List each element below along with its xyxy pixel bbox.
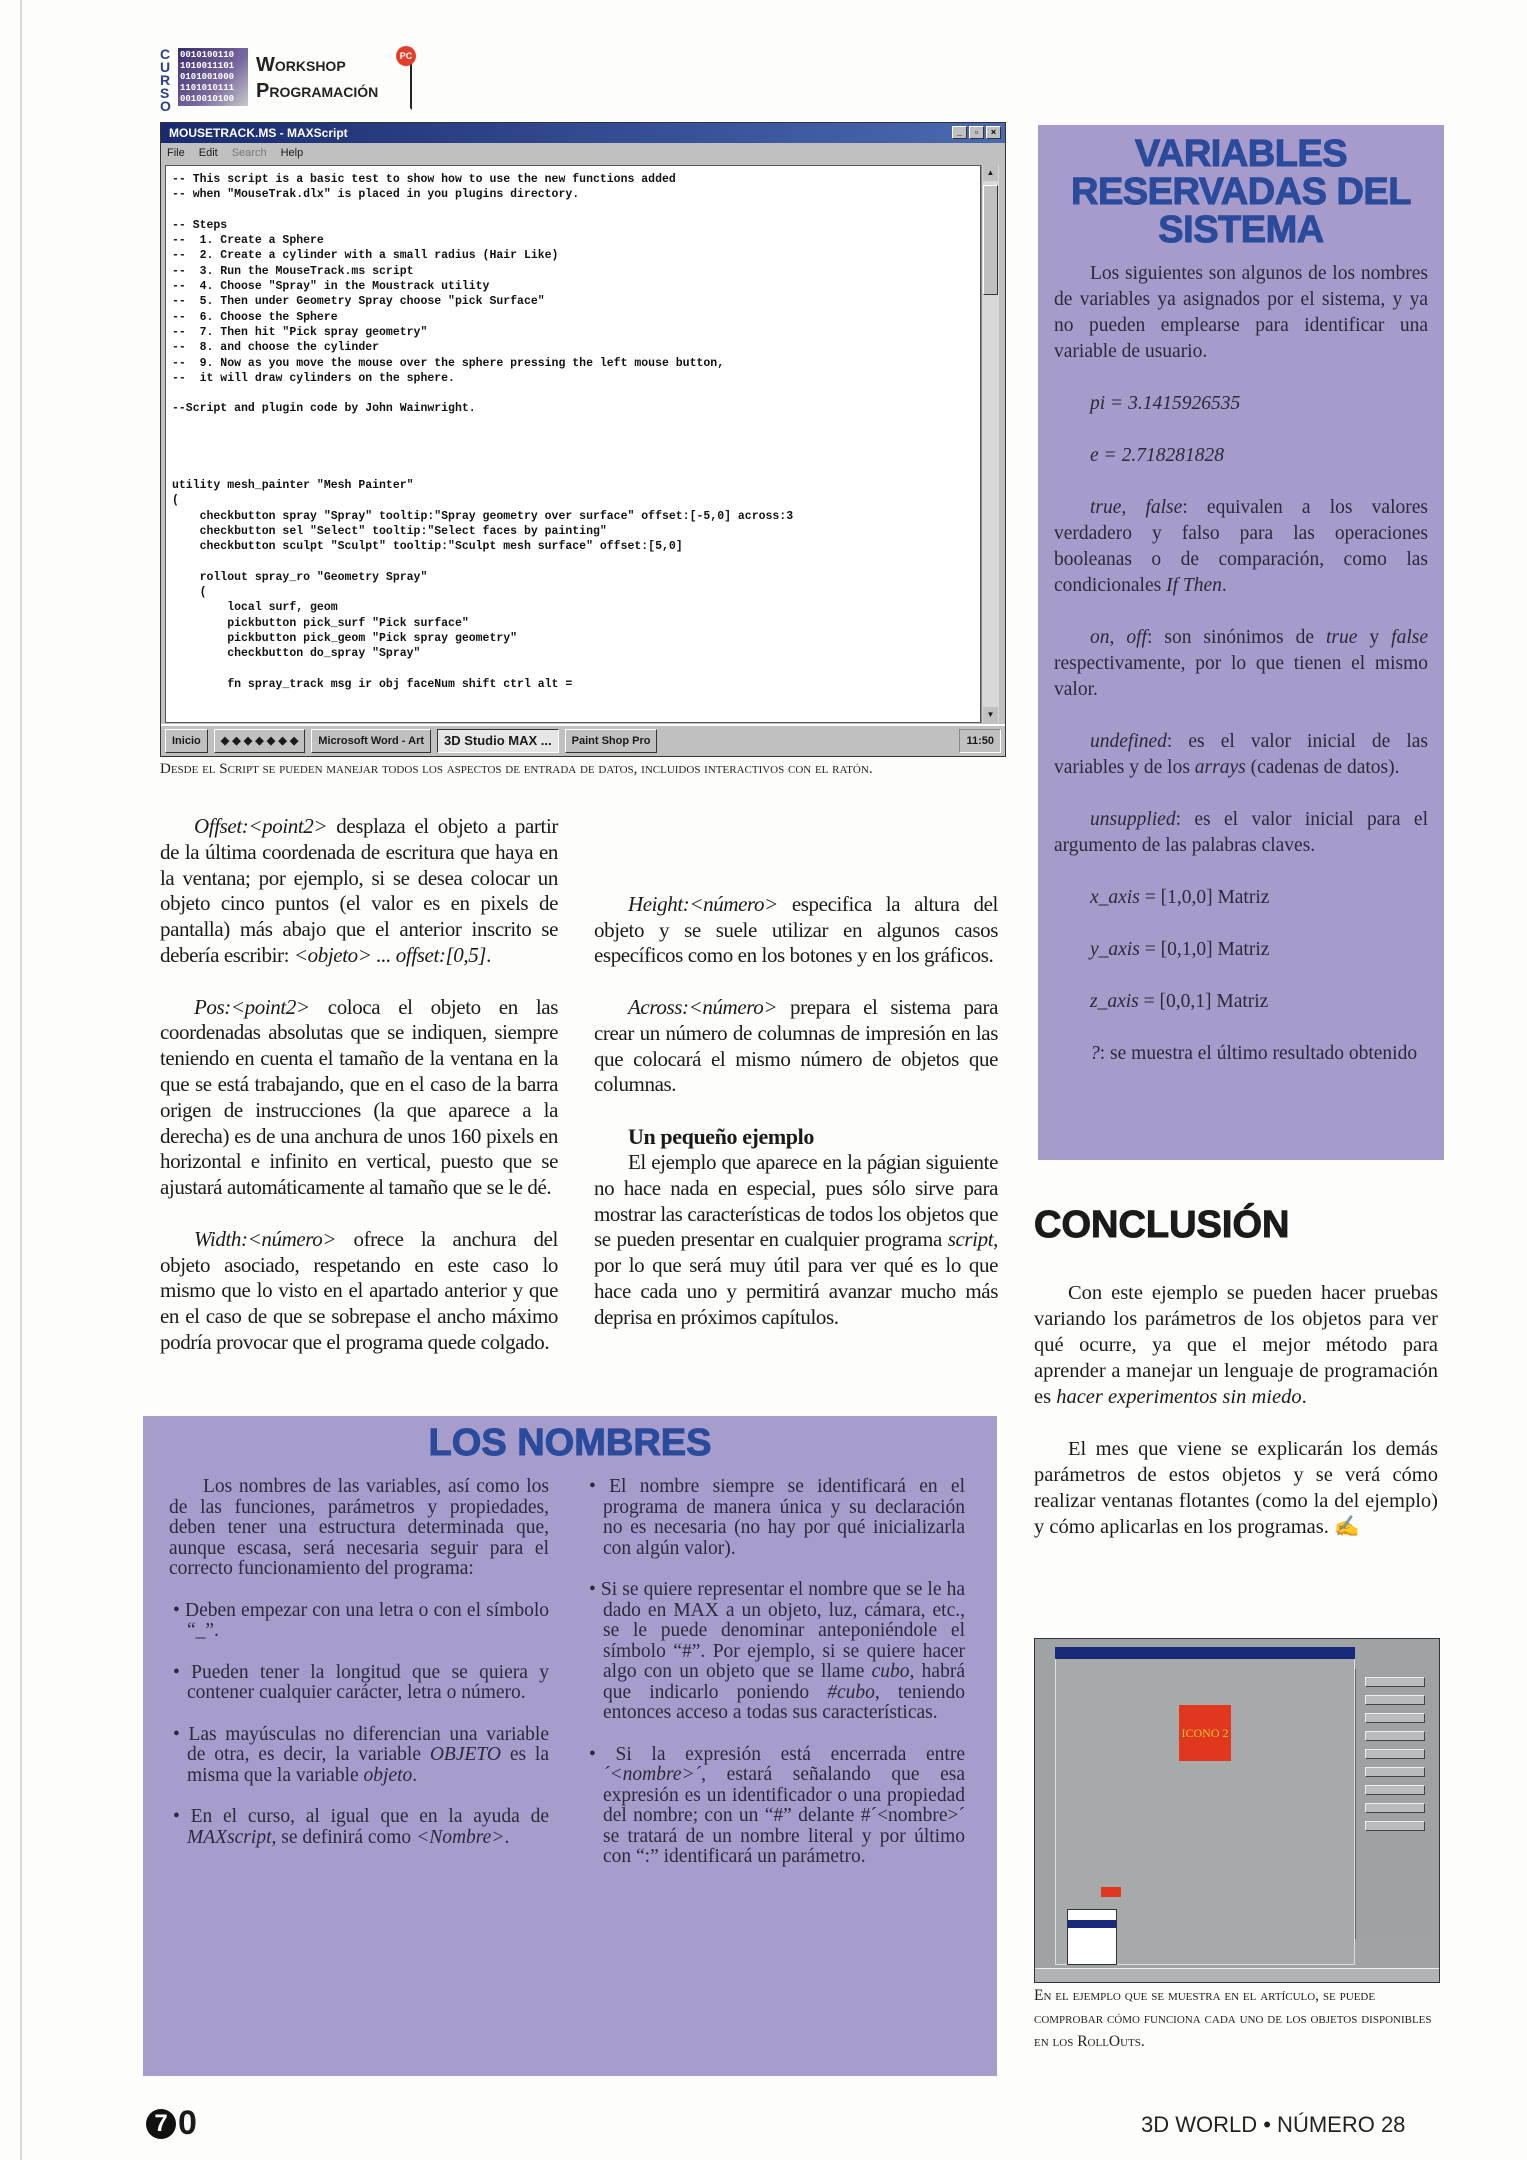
chip-image: 0010100110 1010011101 0101001000 1101010111 0010010100	[178, 48, 248, 106]
text: OBJETO	[429, 1744, 501, 1765]
curso-label: CURSO	[160, 46, 171, 114]
text: hacer experimentos sin miedo	[1056, 1386, 1302, 1408]
minimize-icon[interactable]: _	[952, 126, 967, 139]
text: #cubo	[827, 1681, 875, 1703]
los-nombres-box	[143, 1416, 997, 2076]
text: Con este ejemplo se pueden hacer pruebas variando los parámetros de los objetos para ver qué ocurre, ya que el mejor método para aprender a manejar un lenguaje de programación es	[1034, 1282, 1438, 1408]
example-caption: En el ejemplo que se muestra en el artículo, se puede comprobar cómo funciona cada uno de los objetos disponibles en los RollOuts.	[1034, 1987, 1432, 2050]
window-title: MOUSETRACK.MS - MAXScript	[169, 126, 348, 140]
text: .	[412, 1764, 418, 1786]
nombres-bullet: • Deben empezar con una letra o con el símbolo “_”.	[173, 1599, 549, 1641]
logo-workshop: Workshop	[256, 54, 346, 76]
nombres-bullet: • El nombre siempre se identificará en el programa de manera única y su declaración no es necesaria (no hay por qué inicializarla con algún valor).	[589, 1476, 965, 1559]
body-column-left	[160, 814, 558, 1356]
text: false	[1391, 627, 1429, 648]
z-axis-definition	[1054, 989, 1428, 1015]
var-value: = [1,0,0] Matriz	[1139, 887, 1270, 908]
nombres-bullet	[169, 1807, 549, 1848]
text: MAXscript	[187, 1826, 272, 1848]
section-logo	[160, 46, 416, 112]
sidebar-title: VARIABLES RESERVADAS DEL SISTEMA	[1071, 133, 1411, 251]
var-name: z_axis	[1090, 991, 1139, 1012]
pi-definition	[1054, 391, 1428, 417]
nombres-column-left	[169, 1477, 549, 1889]
unsupplied-definition	[1054, 807, 1428, 859]
var-name: on, off	[1090, 627, 1147, 648]
menu-bar	[161, 143, 1005, 163]
text: If Then	[1166, 575, 1222, 596]
text: .	[486, 942, 491, 967]
var-value: = [0,1,0] Matriz	[1139, 939, 1270, 960]
conclusion-text	[1034, 1280, 1438, 1566]
question-definition	[1054, 1041, 1428, 1067]
var-name: y_axis	[1090, 939, 1140, 960]
text: , se definirá como	[271, 1826, 417, 1848]
conclusion-paragraph-1: Con este ejemplo se pueden hacer pruebas variando los parámetros de los objetos para ver qué ocurre, ya que el mejor método para aprender a manejar un lenguaje de programación es hacer experimentos sin miedo.	[1034, 1282, 1438, 1408]
scroll-thumb[interactable]	[983, 185, 998, 295]
code-editor[interactable]: -- This script is a basic test to show how to use the new functions added -- when "MouseTrak.dlx" is placed in you plugins directory. -- Steps -- 1. Create a Sphere -- 2. Create a cylinder with a small radius (Hair Like) -- 3. Run the MouseTrack.ms script -- 4. Choose "Spray" in the Moustrack utility -- 5. Then under Geometry Spray choose "pick Surface" -- 6. Choose the Sphere -- 7. Then hit "Pick spray geometry" -- 8. and choose the cylinder -- 9. Now as you move the mouse over the sphere pressing the left mouse button, -- it will draw cylinders on the sphere. --Script and plugin code by John Wainwright. utility mesh_painter "Mesh Painter" ( checkbutton spray "Spray" tooltip:"Spray geometry over surface" offset:[-5,0] across:3 checkbutton sel "Select" tooltip:"Select faces by painting" checkbutton sculpt "Sculpt" tooltip:"Sculpt mesh surface" offset:[5,0] rollout spray_ro "Geometry Spray" ( local surf, geom pickbutton pick_surf "Pick surface" pickbutton pick_geom "Pick spray geometry" checkbutton do_spray "Spray" fn spray_track msg ir obj faceNum shift ctrl alt =	[165, 165, 981, 723]
var-name: ?	[1090, 1043, 1100, 1064]
pos-paragraph	[160, 995, 558, 1201]
text: El mes que viene se explicarán los demás parámetros de estos objetos y se verá cómo realizar ventanas flotantes (como la del ejemplo) y cómo aplicarlas en los programas.	[1034, 1437, 1438, 1538]
scrollbar[interactable]	[981, 165, 999, 723]
text: , teniendo entonces acceso a todas sus características.	[603, 1681, 965, 1723]
text: especifica la altura del objeto y se suele utilizar en algunos casos específicos como en los botones y en los gráficos.	[594, 891, 998, 968]
ejemplo-paragraph	[594, 1150, 998, 1331]
text: prepara el sistema para crear un número de columnas de impresión en las que colocará el mismo número de objetos que columnas.	[594, 994, 998, 1097]
var-name: unsupplied	[1090, 809, 1176, 830]
text: , por lo que será muy útil para ver qué es lo que hace cada uno y permitirá avanzar mucho más deprisa en próximos capítulos.	[594, 1227, 998, 1329]
var-name: undefined	[1090, 731, 1167, 752]
nombres-bullet	[585, 1745, 965, 1868]
text: desplaza el objeto a partir de la última coordenada de escritura que haya en la ventana; por ejemplo, si se desea colocar un objeto cinco puntos (el valor es en pixels de pantalla) más abajo que el anterior inscrito se debería escribir:	[160, 814, 558, 967]
text: • Si la expresión está encerrada entre	[589, 1743, 965, 1765]
scroll-up-icon[interactable]: ▲	[983, 165, 998, 181]
system-tray-clock: 11:50	[959, 729, 1001, 753]
text: : equivalen a los valores verdadero y falso para las operaciones booleanas o de comparación, como las condicionales	[1054, 497, 1428, 596]
text: script	[947, 1227, 994, 1252]
window-titlebar	[161, 123, 1005, 143]
var-name: pi	[1090, 393, 1106, 414]
var-name: e	[1090, 445, 1099, 466]
width-paragraph	[160, 1227, 558, 1356]
nombres-intro: Los nombres de las variables, así como los de las funciones, parámetros y propiedades, deben tener una estructura determinada que, aunque escasa, será necesaria seguir para el correcto funcionamiento del programa:	[169, 1476, 549, 1579]
onoff-definition	[1054, 625, 1428, 703]
task-word[interactable]: Microsoft Word - Art	[311, 729, 431, 753]
text: , estará señalando que esa expresión es un identificador o una propiedad del nombre; con un “#” delante #´<nombre>´ se tratará de un nombre literal y por último con “:” identificará un parámetro.	[603, 1764, 965, 1867]
color-swatch	[1101, 1887, 1121, 1897]
ejemplo-heading: Un pequeño ejemplo	[628, 1123, 814, 1149]
nombres-column-right	[585, 1477, 965, 1889]
scroll-down-icon[interactable]: ▼	[983, 707, 998, 723]
text: coloca el objeto en las coordenadas absolutas que se indiquen, siempre teniendo en cuenta el tamaño de la ventana en la que se está trabajando, que en el caso de la barra origen de instrucciones (la que aparece a la derecha) es de una anchura de unos 160 pixels en horizontal e infinito en vertical, puesto que se ajustará automáticamente al tamaño que se le dé.	[160, 994, 558, 1200]
text: <Nombre>	[416, 1826, 505, 1848]
nombres-title: LOS NOMBRES	[428, 1422, 712, 1464]
menu-file[interactable]: File	[167, 147, 185, 159]
taskbar	[161, 724, 1005, 756]
code-example: <objeto> ... offset:[0,5]	[293, 942, 487, 967]
var-value: = [0,0,1] Matriz	[1138, 991, 1269, 1012]
close-icon[interactable]: ×	[986, 126, 1001, 139]
text: .	[1221, 575, 1227, 596]
text: : es el valor inicial para el argumento de las palabras claves.	[1054, 809, 1428, 856]
command-panel	[1355, 1669, 1433, 1939]
sidebar-intro: Los siguientes son algunos de los nombres de variables ya asignados por el sistema, y ya no pueden emplearse para identificar una variable de usuario.	[1054, 263, 1428, 362]
rollout-titlebar	[1055, 1647, 1355, 1659]
term: Height:<número>	[628, 891, 778, 916]
page-number	[146, 2104, 197, 2143]
height-paragraph	[594, 892, 998, 969]
magazine-issue: 3D WORLD • NÚMERO 28	[1141, 2112, 1406, 2137]
task-paintshop[interactable]: Paint Shop Pro	[565, 729, 658, 753]
text: : se muestra el último resultado obtenido	[1099, 1043, 1418, 1064]
text: arrays	[1194, 757, 1246, 778]
start-button[interactable]: Inicio	[165, 729, 208, 753]
screenshot-caption: Desde el Script se pueden manejar todos los aspectos de entrada de datos, incluidos interactivos con el ratón.	[160, 761, 873, 777]
page-number-digit: 7	[146, 2109, 176, 2139]
text: , habrá que indicarlo poniendo	[603, 1661, 965, 1703]
pc-badge: PC	[396, 46, 416, 66]
sidebar-variables-reservadas	[1038, 125, 1444, 1160]
text: : es el valor inicial de las variables y de los	[1054, 731, 1428, 778]
page-number-rest: 0	[178, 2104, 197, 2142]
y-axis-definition	[1054, 937, 1428, 963]
width-continued-spacer	[594, 814, 998, 866]
menu-help[interactable]: Help	[280, 147, 304, 159]
text: ofrece la anchura del objeto asociado, respetando en este caso lo mismo que lo visto en el apartado anterior y que en el caso de que se sobrepase el ancho máximo podría provocar que el programa quede colgado.	[160, 1226, 558, 1354]
text: El ejemplo que aparece en la págian siguiente no hace nada en especial, pues sólo sirve para mostrar las características de todos los objetos que se pueden presentar en cualquier programa	[594, 1149, 998, 1252]
text: : son sinónimos de	[1146, 627, 1327, 648]
text: • Si se quiere representar el nombre que se le ha dado en MAX a un objeto, luz, cámara, etc., se le puede denominar anteponiéndole el símbolo “#”. Por ejemplo, si se quiere hacer algo con un objeto que se llame	[589, 1579, 965, 1682]
menu-search[interactable]: Search	[231, 147, 267, 159]
text: objeto	[363, 1764, 413, 1786]
nombres-bullet: • Pueden tener la longitud que se quiera y contener cualquier carácter, letra o número.	[173, 1661, 549, 1703]
across-paragraph	[594, 995, 998, 1098]
menu-edit[interactable]: Edit	[198, 147, 218, 159]
logo-programacion: Programación	[256, 80, 379, 102]
x-axis-definition	[1054, 885, 1428, 911]
offset-paragraph	[160, 814, 558, 969]
body-column-middle	[594, 814, 998, 1356]
maximize-icon[interactable]: ▫	[969, 126, 984, 139]
icono-bitmap: ICONO 2	[1179, 1705, 1231, 1761]
var-name: true, false	[1090, 497, 1183, 518]
taskbar-small	[1035, 1968, 1439, 1982]
page-edge	[20, 0, 22, 2160]
text: true	[1326, 627, 1358, 648]
undefined-definition	[1054, 729, 1428, 781]
text: es la misma que la variable	[187, 1744, 549, 1786]
task-3dsmax[interactable]: 3D Studio MAX ...	[437, 729, 559, 753]
text: • En el curso, al igual que en la ayuda de	[173, 1806, 549, 1827]
truefalse-definition	[1054, 495, 1428, 599]
text: (cadenas de datos).	[1245, 757, 1400, 778]
nombres-bullet	[585, 1580, 965, 1724]
term: Offset:<point2>	[194, 814, 328, 838]
term: Width:<número>	[194, 1226, 337, 1251]
nombres-bullet	[169, 1725, 549, 1787]
var-name: x_axis	[1090, 887, 1140, 908]
text: • Las mayúsculas no diferencian una variable de otra, es decir, la variable	[173, 1723, 549, 1765]
e-definition	[1054, 443, 1428, 469]
text: cubo	[871, 1661, 910, 1682]
conclusion-heading: CONCLUSIÓN	[1034, 1204, 1290, 1246]
term: Across:<número>	[628, 994, 778, 1019]
text: ´<nombre>´	[603, 1764, 702, 1785]
conclusion-paragraph-2	[1034, 1436, 1438, 1540]
term: Pos:<point2>	[194, 994, 310, 1019]
text: y	[1357, 627, 1392, 648]
end-mark-icon: ✍	[1334, 1515, 1360, 1538]
quicklaunch-icons[interactable]: ◆ ◆ ◆ ◆ ◆ ◆ ◆	[214, 729, 306, 753]
text: .	[504, 1826, 510, 1848]
var-value: = 2.718281828	[1098, 445, 1224, 466]
var-value: = 3.1415926535	[1105, 393, 1241, 414]
rollout-example-screenshot	[1034, 1638, 1440, 1983]
listbox	[1067, 1909, 1117, 1965]
text: respectivamente, por lo que tienen el mismo valor.	[1054, 653, 1428, 700]
maxscript-window-screenshot	[160, 122, 1006, 757]
